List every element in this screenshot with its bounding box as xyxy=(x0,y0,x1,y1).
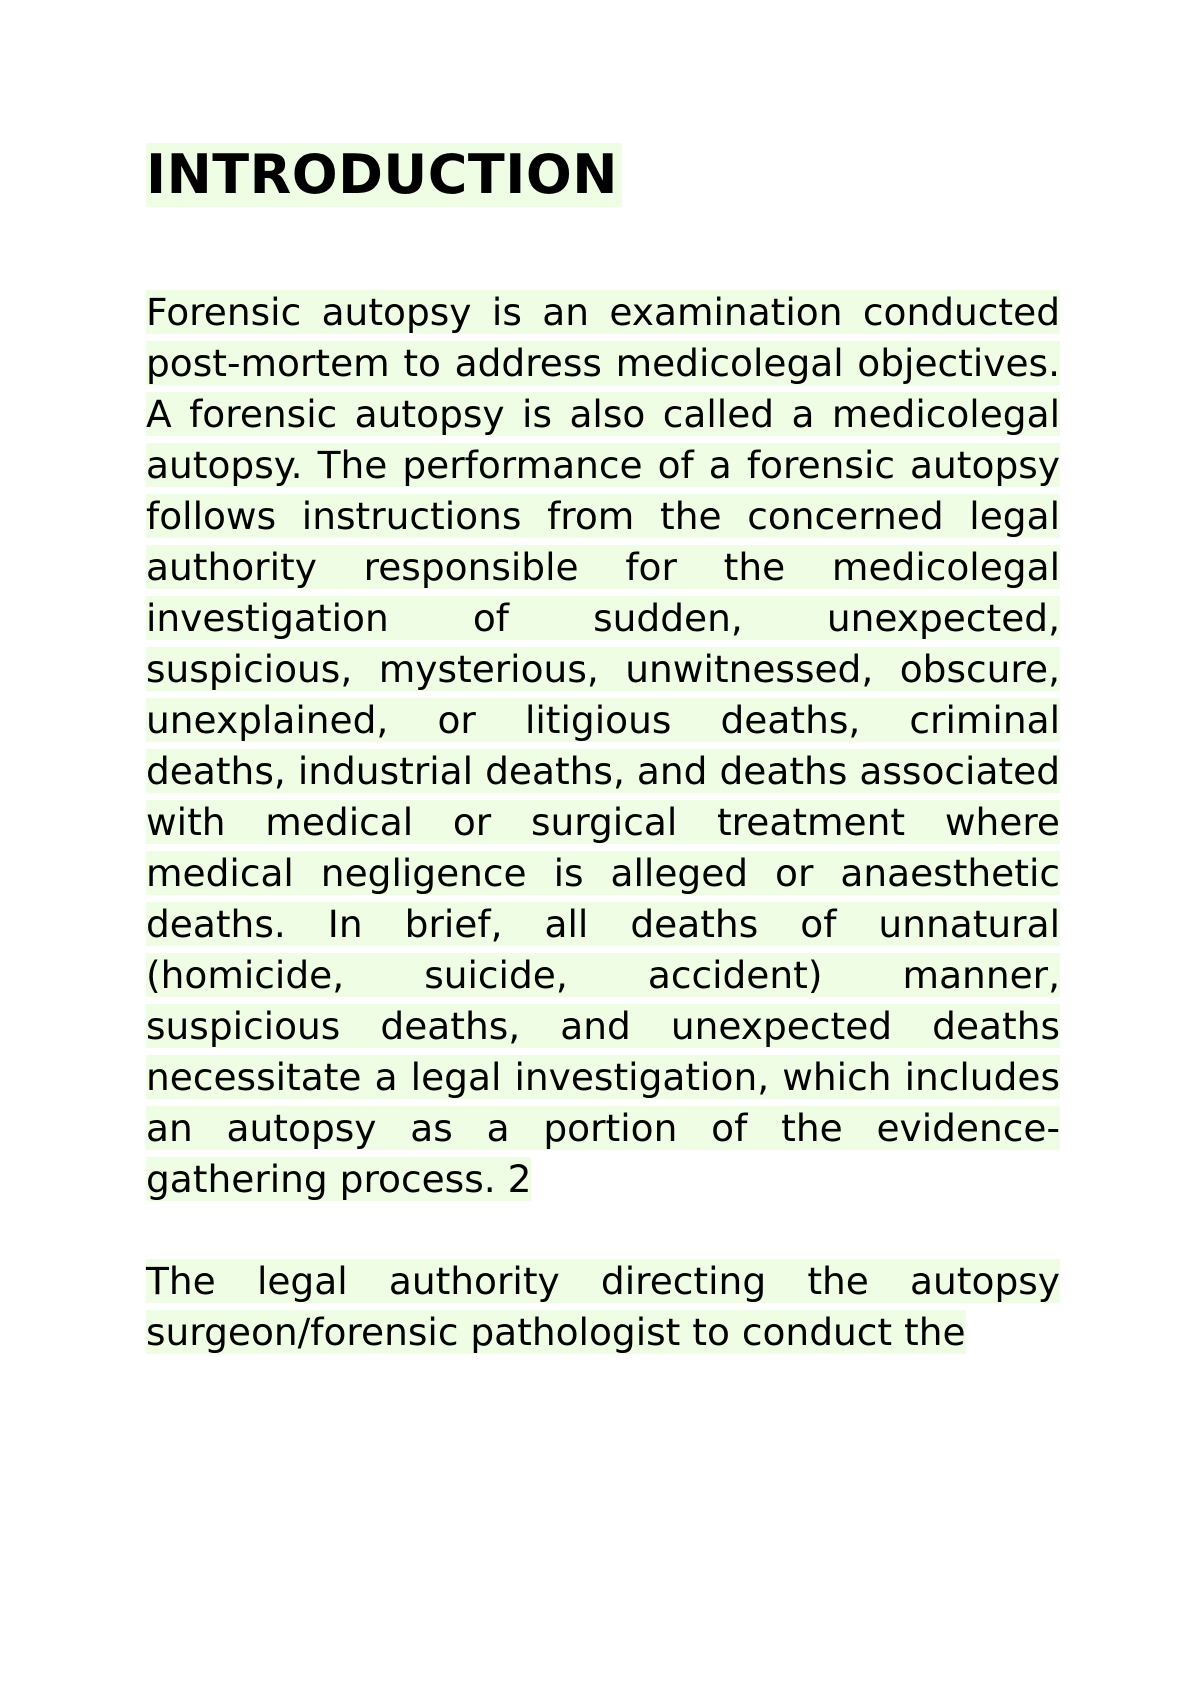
body-paragraph xyxy=(146,287,1060,1205)
paragraph-text: Forensic autopsy is an examination conducted post-mortem to address medicolegal objectives. A forensic autopsy is also called a medicolegal autopsy. The performance of a forensic autopsy follows instructions from the concerned legal authority responsible for the medicolegal investigation of sudden, unexpected, suspicious, mysterious, unwitnessed, obscure, unexplained, or litigious deaths, criminal deaths, industrial deaths, and deaths associated with medical or surgical treatment where medical negligence is alleged or anaesthetic deaths. In brief, all deaths of unnatural (homicide, suicide, accident) manner, suspicious deaths, and unexpected deaths necessitate a legal investigation, which includes an autopsy as a portion of the evidence-gathering process. 2 xyxy=(146,289,1060,1201)
body-paragraph xyxy=(146,1256,1060,1358)
paragraph-text: The legal authority directing the autopsy surgeon/forensic pathologist to conduct the xyxy=(146,1258,1060,1354)
document-page xyxy=(146,143,1060,1358)
section-heading: INTRODUCTION xyxy=(146,143,622,207)
